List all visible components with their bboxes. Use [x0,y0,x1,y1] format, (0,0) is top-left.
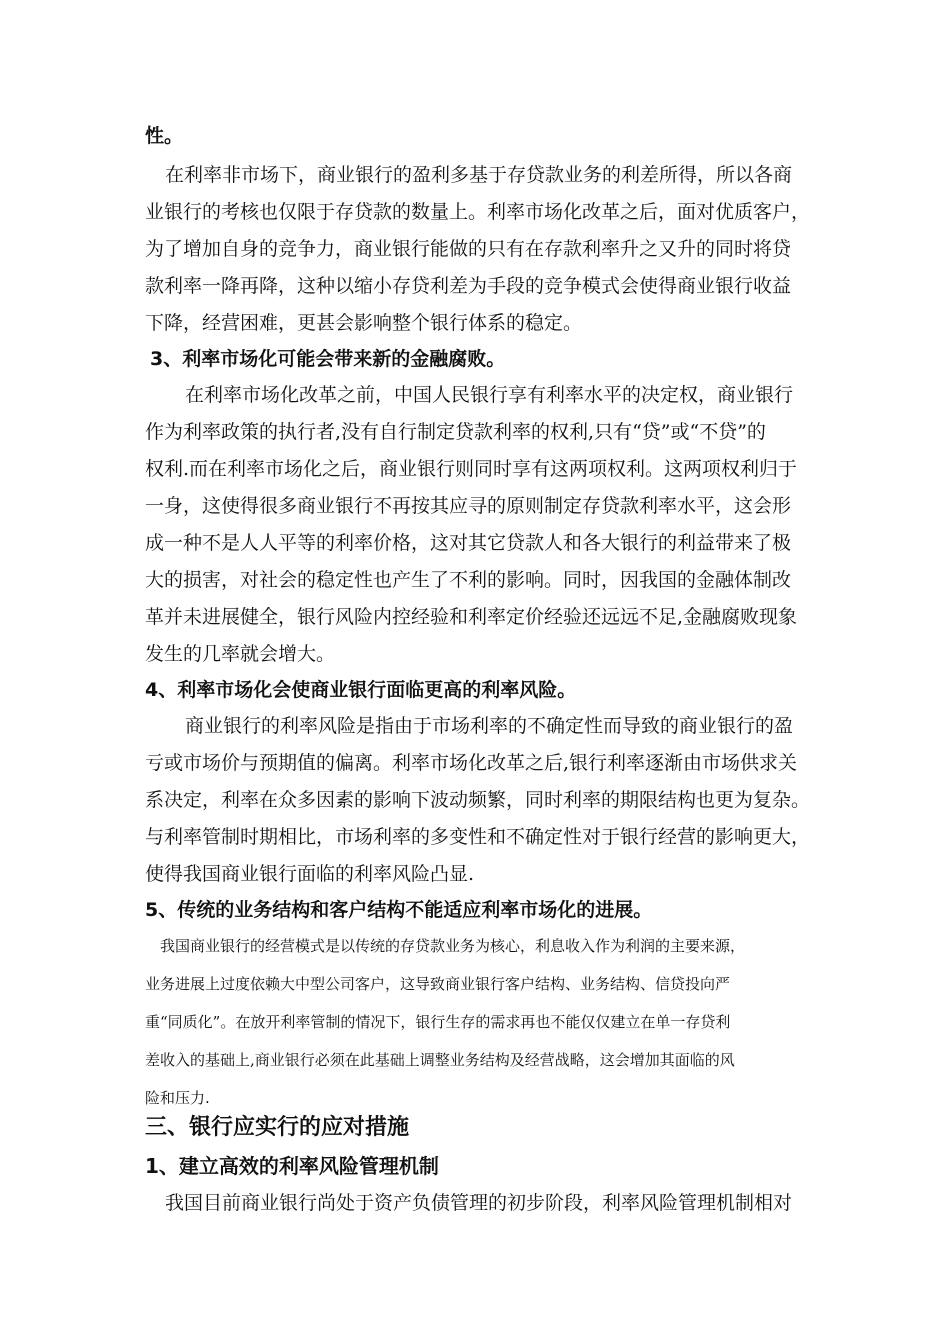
section-heading-3: 3、利率市场化可能会带来新的金融腐败。 [150,348,506,370]
paragraph-line: 款利率一降再降，这种以缩小存贷利差为手段的竞争模式会使得商业银行收益 [145,275,792,297]
small-paragraph-line: 差收入的基础上,商业银行必须在此基础上调整业务结构及经营战略，这会增加其面临的风 [145,1051,735,1069]
paragraph-line: 发生的几率就会增大。 [145,643,336,665]
paragraph-line: 在利率市场化改革之前，中国人民银行享有利率水平的决定权，商业银行 [185,384,794,406]
subsection-heading: 1、建立高效的利率风险管理机制 [145,1154,439,1178]
paragraph-line: 成一种不是人人平等的利率价格，这对其它贷款人和各大银行的利益带来了极 [145,532,792,554]
paragraph-line: 大的损害，对社会的稳定性也产生了不利的影响。同时，因我国的金融体制改 [145,569,792,591]
paragraph-line: 一身，这使得很多商业银行不再按其应寻的原则制定存贷款利率水平，这会形 [145,495,792,517]
text-line-continuation: 性。 [145,125,184,147]
paragraph-line: 与利率管制时期相比，市场利率的多变性和不确定性对于银行经营的影响更大， [145,826,811,848]
paragraph-line: 革并未进展健全，银行风险内控经验和利率定价经验还远远不足,金融腐败现象 [145,606,798,628]
paragraph-line: 为了增加自身的竞争力，商业银行能做的只有在存款利率升之又升的同时将贷 [145,238,792,260]
paragraph-line: 业银行的考核也仅限于存贷款的数量上。利率市场化改革之后，面对优质客户， [145,201,811,223]
section-heading-4: 4、利率市场化会使商业银行面临更高的利率风险。 [145,679,577,701]
paragraph-line: 系决定，利率在众多因素的影响下波动频繁，同时利率的期限结构也更为复杂。 [145,789,811,811]
paragraph-line: 作为利率政策的执行者,没有自行制定贷款利率的权利,只有“贷”或“不贷”的 [145,421,766,443]
paragraph-line: 下降，经营困难，更甚会影响整个银行体系的稳定。 [145,312,583,334]
small-paragraph-line: 业务进展上过度依赖大中型公司客户，这导致商业银行客户结构、业务结构、信贷投向严 [145,975,731,993]
section-heading-5: 5、传统的业务结构和客户结构不能适应利率市场化的进展。 [145,899,653,921]
paragraph-line: 权利.而在利率市场化之后，商业银行则同时享有这两项权利。这两项权利归于 [145,458,798,480]
small-paragraph-line: 重“同质化”。在放开利率管制的情况下，银行生存的需求再也不能仅仅建立在单一存贷利 [145,1013,731,1031]
chapter-heading: 三、银行应实行的应对措施 [145,1115,410,1140]
small-paragraph-line: 我国商业银行的经营模式是以传统的存贷款业务为核心，利息收入作为利润的主要来源， [160,937,746,955]
small-paragraph-line: 险和压力. [145,1089,210,1107]
paragraph-line: 我国目前商业银行尚处于资产负债管理的初步阶段，利率风险管理机制相对 [165,1192,793,1214]
paragraph-line: 商业银行的利率风险是指由于市场利率的不确定性而导致的商业银行的盈 [185,715,794,737]
paragraph-line: 使得我国商业银行面临的利率风险凸显. [145,863,475,885]
paragraph-line: 亏或市场价与预期值的偏离。利率市场化改革之后,银行利率逐渐由市场供求关 [145,752,798,774]
paragraph-line: 在利率非市场下，商业银行的盈利多基于存贷款业务的利差所得，所以各商 [165,164,793,186]
